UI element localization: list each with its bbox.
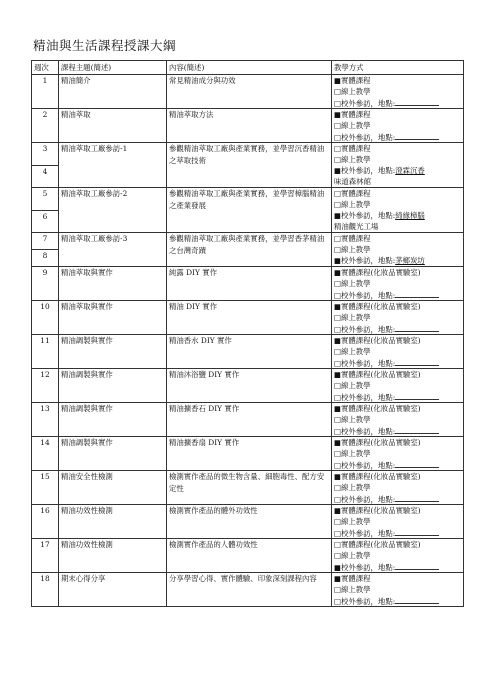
week-number: 8 — [32, 250, 59, 267]
course-topic: 精油萃取與實作 — [59, 267, 167, 301]
method-option — [334, 516, 461, 527]
course-content: 精油沐浴鹽 DIY 實作 — [167, 369, 332, 403]
method-option-label: □校外參訪，地點: — [334, 359, 396, 368]
course-content: 精油香水 DIY 實作 — [167, 335, 332, 369]
method-option — [334, 459, 461, 470]
method-option — [334, 97, 461, 108]
course-topic: 精油功效性檢測 — [59, 505, 167, 539]
teaching-method — [332, 403, 464, 437]
method-option-label: □線上教學 — [334, 449, 371, 458]
course-topic: 精油萃取 — [59, 109, 167, 143]
method-option — [334, 278, 461, 289]
teaching-method — [332, 369, 464, 403]
week-number: 17 — [32, 539, 59, 573]
method-option-label: □線上教學 — [334, 121, 371, 130]
method-option — [334, 346, 461, 357]
header-topic: 課程主題(簡述) — [59, 61, 167, 75]
method-option-label: 精油觀光工場 — [334, 222, 379, 231]
course-content: 參觀精油萃取工廠與產業實務，並學習樟腦精油之產業發展 — [167, 188, 332, 233]
course-topic: 精油萃取與實作 — [59, 301, 167, 335]
week-number: 4 — [32, 165, 59, 188]
method-option-label: □線上教學 — [334, 585, 371, 594]
course-content: 精油 DIY 實作 — [167, 301, 332, 335]
method-option — [334, 437, 461, 448]
method-option — [334, 505, 461, 516]
location-blank — [395, 131, 439, 140]
visit-location: 澄霖沉香 — [395, 166, 425, 175]
course-content: 精油擴香扇 DIY 實作 — [167, 437, 332, 471]
method-option — [334, 391, 461, 402]
method-option-label: □校外參訪，地點: — [334, 495, 396, 504]
method-option — [334, 380, 461, 391]
method-option — [334, 369, 461, 380]
method-option — [334, 471, 461, 482]
week-number: 14 — [32, 437, 59, 471]
location-blank — [395, 323, 439, 332]
location-blank — [395, 459, 439, 468]
method-option-label: ■實體課程(化妝品實驗室) — [334, 472, 421, 481]
method-option-label: □校外參訪，地點: — [334, 393, 396, 402]
method-option — [334, 414, 461, 425]
course-content: 分享學習心得、實作體驗、印象深刻課程內容 — [167, 573, 332, 607]
method-option-label: □校外參訪，地點: — [334, 597, 396, 606]
table-row — [32, 573, 464, 607]
method-option-label: ■實體課程(化妝品實驗室) — [334, 404, 421, 413]
course-topic: 精油萃取工廠參訪-3 — [59, 233, 167, 267]
method-option-label: □線上教學 — [334, 551, 371, 560]
method-option — [334, 289, 461, 300]
method-option-label: □線上教學 — [334, 381, 371, 390]
table-row — [32, 539, 464, 573]
teaching-method — [332, 188, 464, 233]
table-row — [32, 233, 464, 250]
method-option-label: ■校外參訪，地點: — [334, 166, 396, 175]
week-number: 9 — [32, 267, 59, 301]
method-option-label: □校外參訪，地點: — [334, 427, 396, 436]
method-option — [334, 86, 461, 97]
method-option-label: ■校外參訪，地點: — [334, 256, 396, 265]
location-blank — [395, 289, 439, 298]
syllabus-table — [31, 60, 464, 607]
method-option — [334, 165, 461, 176]
method-option-label: ■校外參訪，地點: — [334, 563, 396, 572]
teaching-method — [332, 335, 464, 369]
method-option — [334, 357, 461, 368]
table-row — [32, 471, 464, 505]
method-option — [334, 120, 461, 131]
method-option — [334, 143, 461, 154]
method-option — [334, 301, 461, 312]
course-topic: 精油功效性檢測 — [59, 539, 167, 573]
method-option-label: □線上教學 — [334, 87, 371, 96]
week-number: 10 — [32, 301, 59, 335]
location-blank — [395, 561, 439, 570]
location-blank — [395, 493, 439, 502]
method-option — [334, 550, 461, 561]
method-option-label: □線上教學 — [334, 155, 371, 164]
method-option-label: □校外參訪，地點: — [334, 291, 396, 300]
method-option — [334, 312, 461, 323]
week-number: 6 — [32, 210, 59, 233]
table-row — [32, 188, 464, 211]
method-option-label: 味道森林館 — [334, 177, 371, 186]
method-option-label: □校外參訪，地點: — [334, 99, 396, 108]
week-number: 1 — [32, 75, 59, 109]
table-row — [32, 109, 464, 143]
header-method: 教學方式 — [332, 61, 464, 75]
method-option-label: ■實體課程(化妝品實驗室) — [334, 302, 421, 311]
method-option — [334, 199, 461, 210]
course-topic: 精油調製與實作 — [59, 335, 167, 369]
method-option-label: □實體課程(化妝品實驗室) — [334, 540, 421, 549]
teaching-method — [332, 267, 464, 301]
week-number: 3 — [32, 143, 59, 166]
location-blank — [395, 595, 439, 604]
course-topic: 精油萃取工廠參訪-2 — [59, 188, 167, 233]
method-option — [334, 493, 461, 504]
method-option-label: ■實體課程(化妝品實驗室) — [334, 506, 421, 515]
table-row — [32, 505, 464, 539]
method-option-label: □線上教學 — [334, 313, 371, 322]
week-number: 12 — [32, 369, 59, 403]
method-option-label: □實體課程 — [334, 144, 371, 153]
method-option-label: ■實體課程 — [334, 110, 371, 119]
method-option — [334, 221, 461, 232]
course-content: 檢測實作產品的體外功效性 — [167, 505, 332, 539]
teaching-method — [332, 109, 464, 143]
teaching-method — [332, 143, 464, 188]
method-option — [334, 323, 461, 334]
location-blank — [395, 527, 439, 536]
method-option — [334, 109, 461, 120]
table-row — [32, 369, 464, 403]
visit-location: 茅鄉炭坊 — [395, 256, 425, 265]
course-topic: 精油調製與實作 — [59, 403, 167, 437]
header-content: 內容(簡述) — [167, 61, 332, 75]
method-option-label: ■校外參訪，地點: — [334, 211, 396, 220]
location-blank — [395, 357, 439, 366]
course-topic: 精油調製與實作 — [59, 437, 167, 471]
method-option — [334, 425, 461, 436]
page-title: 精油與生活課程授課大綱 — [33, 38, 177, 53]
course-content: 精油擴香石 DIY 實作 — [167, 403, 332, 437]
method-option — [334, 561, 461, 572]
method-option — [334, 539, 461, 550]
method-option-label: □實體課程 — [334, 189, 371, 198]
method-option — [334, 176, 461, 187]
table-row — [32, 301, 464, 335]
method-option-label: □線上教學 — [334, 415, 371, 424]
method-option-label: □線上教學 — [334, 483, 371, 492]
course-topic: 期末心得分享 — [59, 573, 167, 607]
method-option — [334, 335, 461, 346]
method-option-label: □校外參訪，地點: — [334, 461, 396, 470]
header-row — [32, 61, 464, 75]
method-option-label: ■實體課程(化妝品實驗室) — [334, 336, 421, 345]
week-number: 16 — [32, 505, 59, 539]
course-topic: 精油安全性檢測 — [59, 471, 167, 505]
method-option-label: □線上教學 — [334, 347, 371, 356]
method-option-label: ■實體課程(化妝品實驗室) — [334, 370, 421, 379]
method-option — [334, 233, 461, 244]
method-option-label: □校外參訪，地點: — [334, 133, 396, 142]
method-option — [334, 75, 461, 86]
week-number: 2 — [32, 109, 59, 143]
method-option-label: □實體課程 — [334, 234, 371, 243]
method-option — [334, 584, 461, 595]
teaching-method — [332, 437, 464, 471]
method-option — [334, 448, 461, 459]
week-number: 13 — [32, 403, 59, 437]
course-topic: 精油調製與實作 — [59, 369, 167, 403]
method-option — [334, 244, 461, 255]
table-row — [32, 143, 464, 166]
method-option-label: □線上教學 — [334, 245, 371, 254]
course-content: 精油萃取方法 — [167, 109, 332, 143]
teaching-method — [332, 471, 464, 505]
teaching-method — [332, 539, 464, 573]
method-option — [334, 154, 461, 165]
table-row — [32, 335, 464, 369]
week-number: 7 — [32, 233, 59, 250]
teaching-method — [332, 75, 464, 109]
location-blank — [395, 425, 439, 434]
course-content: 參觀精油萃取工廠與產業實務，並學習香茅精油之台灣奇蹟 — [167, 233, 332, 267]
week-number: 11 — [32, 335, 59, 369]
method-option — [334, 482, 461, 493]
method-option-label: ■實體課程 — [334, 574, 371, 583]
course-content: 純露 DIY 實作 — [167, 267, 332, 301]
method-option-label: □線上教學 — [334, 200, 371, 209]
teaching-method — [332, 233, 464, 267]
method-option — [334, 595, 461, 606]
method-option — [334, 210, 461, 221]
course-content: 檢測實作產品的人體功效性 — [167, 539, 332, 573]
course-content: 參觀精油萃取工廠與產業實務，並學習沉香精油之萃取技術 — [167, 143, 332, 188]
method-option — [334, 267, 461, 278]
week-number: 18 — [32, 573, 59, 607]
method-option-label: ■實體課程(化妝品實驗室) — [334, 438, 421, 447]
method-option — [334, 403, 461, 414]
method-option-label: ■實體課程(化妝品實驗室) — [334, 268, 421, 277]
method-option — [334, 131, 461, 142]
week-number: 5 — [32, 188, 59, 211]
week-number: 15 — [32, 471, 59, 505]
header-week: 週次 — [32, 61, 59, 75]
table-row — [32, 437, 464, 471]
teaching-method — [332, 505, 464, 539]
syllabus-body — [32, 75, 464, 607]
visit-location: 綺緣樟腦 — [395, 211, 425, 220]
course-content: 常見精油成分與功效 — [167, 75, 332, 109]
method-option-label: □校外參訪，地點: — [334, 325, 396, 334]
course-topic: 精油萃取工廠參訪-1 — [59, 143, 167, 188]
method-option — [334, 255, 461, 266]
teaching-method — [332, 301, 464, 335]
teaching-method — [332, 573, 464, 607]
table-row — [32, 75, 464, 109]
method-option-label: ■實體課程 — [334, 76, 371, 85]
table-row — [32, 403, 464, 437]
method-option — [334, 188, 461, 199]
location-blank — [395, 391, 439, 400]
method-option-label: □校外參訪，地點: — [334, 529, 396, 538]
course-topic: 精油簡介 — [59, 75, 167, 109]
location-blank — [395, 97, 439, 106]
method-option-label: □線上教學 — [334, 279, 371, 288]
course-content: 檢測實作產品的微生物含量、細胞毒性、配方安定性 — [167, 471, 332, 505]
table-row — [32, 267, 464, 301]
method-option-label: □線上教學 — [334, 517, 371, 526]
method-option — [334, 527, 461, 538]
method-option — [334, 573, 461, 584]
